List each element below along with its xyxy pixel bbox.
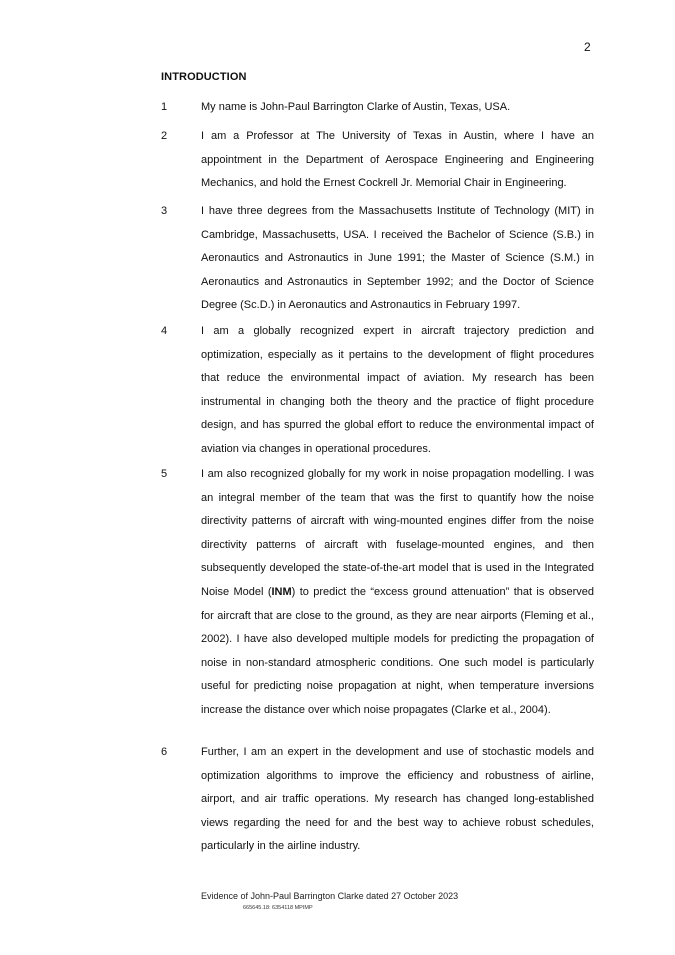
paragraph-4: [161, 320, 595, 462]
paragraph-number: 1: [161, 101, 168, 113]
paragraph-5: [161, 463, 595, 723]
paragraph-2: [161, 125, 595, 196]
inm-abbreviation: INM: [271, 585, 292, 598]
paragraph-number: 3: [161, 205, 168, 217]
paragraph-text: Further, I am an expert in the development and use of stochastic models and optimization algorithms to improve the efficiency and robustness of airline, airport, and air traffic operations. My research has changed long-established views regarding the need for and the best way to achieve robust schedules, particularly in the airline industry.: [201, 746, 594, 853]
paragraph-number: 5: [161, 468, 168, 480]
paragraph-number: 4: [161, 325, 168, 337]
paragraph-number: 2: [161, 130, 168, 142]
section-heading: INTRODUCTION: [161, 71, 247, 83]
paragraph-text: I have three degrees from the Massachusetts Institute of Technology (MIT) in Cambridge, Massachusetts, USA. I received the Bachelor of Science (S.B.) in Aeronautics and Astronautics in June 1991; the Master of Science (S.M.) in Aeronautics and Astronautics in September 1992; and the Doctor of Science Degree (Sc.D.) in Aeronautics and Astronautics in February 1997.: [201, 205, 594, 312]
paragraph-6: [161, 741, 595, 859]
footer-text: Evidence of John-Paul Barrington Clarke dated 27 October 2023: [201, 891, 459, 901]
paragraph-text: My name is John-Paul Barrington Clarke of Austin, Texas, USA.: [201, 101, 511, 113]
paragraph-1: [161, 96, 595, 120]
paragraph-number: 6: [161, 746, 168, 758]
paragraph-text-part: ) to predict the “excess ground attenuation” that is observed for aircraft that are close to the ground, as they are near airports (Fleming et al., 2002). I have also developed multiple models for predicting the propagation of noise in non-standard atmospheric conditions. One such model is particularly useful for predicting noise propagation at night, when temperature inversions increase the distance over which noise propagates (Clarke et al., 2004).: [201, 585, 594, 716]
page-number: 2: [584, 40, 591, 54]
paragraph-3: [161, 200, 595, 318]
paragraph-text: I am a globally recognized expert in aircraft trajectory prediction and optimization, especially as it pertains to the development of flight procedures that reduce the environmental impact of aviation. My research has been instrumental in changing both the theory and the practice of flight procedure design, and has spurred the global effort to reduce the environmental impact of aviation via changes in operational procedures.: [201, 325, 594, 455]
paragraph-text: [201, 463, 594, 723]
paragraph-text: I am a Professor at The University of Texas in Austin, where I have an appointment in the Department of Aerospace Engineering and Engineering Mechanics, and hold the Ernest Cockrell Jr. Memorial Chair in Engineering.: [201, 130, 594, 190]
paragraph-text-part: I am also recognized globally for my work in noise propagation modelling. I was an integral member of the team that was the first to quantify how the noise directivity patterns of aircraft with wing-mounted engines differ from the noise directivity patterns of aircraft with fuselage-mounted engines, and then subsequently developed the state-of-the-art model that is used in the Integrated Noise Model (: [201, 468, 594, 598]
footer-reference: 665645.18: 6354118 MPIMP: [243, 905, 313, 911]
